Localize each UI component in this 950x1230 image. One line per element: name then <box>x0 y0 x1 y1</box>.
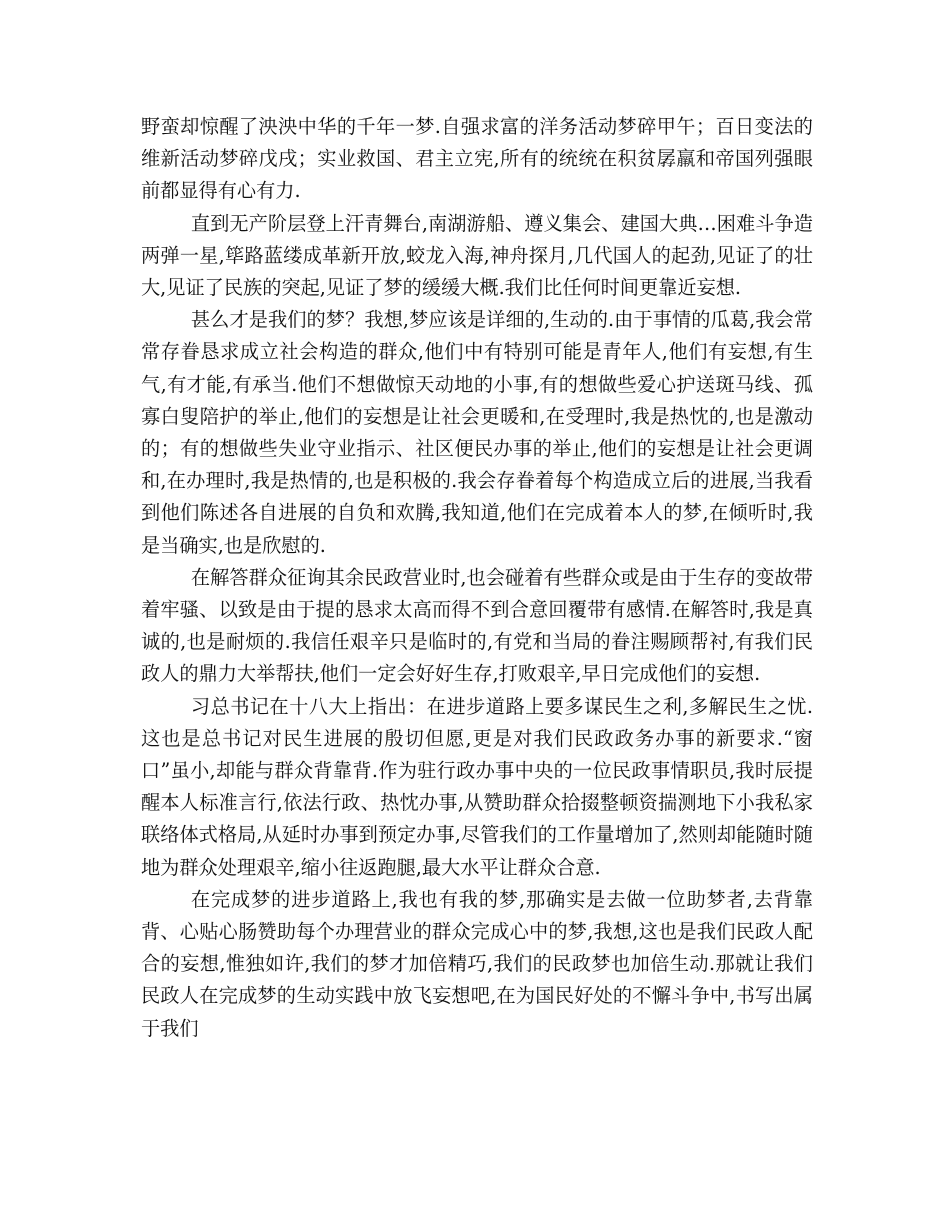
paragraph: 在完成梦的进步道路上,我也有我的梦,那确实是去做一位助梦者,去背靠背、心贴心肠赞助每个办理营业的群众完成心中的梦,我想,这也是我们民政人配合的妄想,惟独如许,我们的梦才加倍精巧,我们的民政梦也加倍生动.那就让我们民政人在完成梦的生动实践中放飞妄想吧,在为国民好处的不懈斗争中,书写出属于我们 <box>141 887 813 1040</box>
paragraph-continuation: 野蛮却惊醒了泱泱中华的千年一梦.自强求富的洋务活动梦碎甲午；百日变法的维新活动梦碎戊戌；实业救国、君主立宪,所有的统统在积贫孱羸和帝国列强眼前都显得有心有力. <box>141 115 813 203</box>
paragraph: 直到无产阶层登上汗青舞台,南湖游船、遵义集会、建国大典…困难斗争造两弹一星,筚路蓝缕成革新开放,蛟龙入海,神舟探月,几代国人的起劲,见证了的壮大,见证了民族的突起,见证了梦的缓缓大概.我们比任何时间更靠近妄想. <box>141 211 813 300</box>
paragraph: 甚么才是我们的梦？我想,梦应该是详细的,生动的.由于事情的瓜葛,我会常常存眷恳求成立社会构造的群众,他们中有特别可能是青年人,他们有妄想,有生气,有才能,有承当.他们不想做惊天动地的小事,有的想做些爱心护送斑马线、孤寡白叟陪护的举止,他们的妄想是让社会更暖和,在受理时,我是热忱的,也是激动的；有的想做些失业守业指示、社区便民办事的举止,他们的妄想是让社会更调和,在办理时,我是热情的,也是积极的.我会存眷着每个构造成立后的进展,当我看到他们陈述各自进展的自负和欢腾,我知道,他们在完成着本人的梦,在倾听时,我是当确实,也是欣慰的. <box>141 308 813 557</box>
paragraph: 习总书记在十八大上指出：在进步道路上要多谋民生之利,多解民生之忧.这也是总书记对民生进展的殷切但愿,更是对我们民政政务办事的新要求.“窗口”虽小,却能与群众背靠背.作为驻行政办事中央的一位民政事情职员,我时辰提醒本人标准言行,依法行政、热忱办事,从赞助群众拾掇整顿资揣测地下小我私家联络体式格局,从延时办事到预定办事,尽管我们的工作量增加了,然则却能随时随地为群众处理艰辛,缩小往返跑腿,最大水平让群众合意. <box>141 694 813 879</box>
document-body <box>141 111 813 1045</box>
paragraph: 在解答群众征询其余民政营业时,也会碰着有些群众或是由于生存的变故带着牢骚、以致是由于提的恳求太高而得不到合意回覆带有感情.在解答时,我是真诚的,也是耐烦的.我信任艰辛只是临时的,有党和当局的眷注赐顾帮衬,有我们民政人的鼎力大举帮扶,他们一定会好好生存,打败艰辛,早日完成他们的妄想. <box>141 565 813 686</box>
